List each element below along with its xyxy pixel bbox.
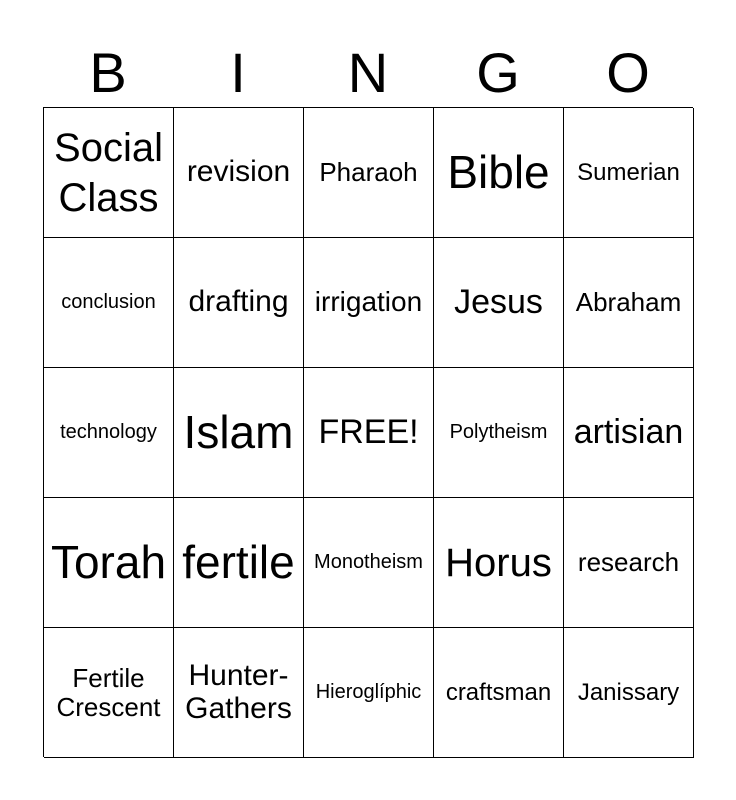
bingo-cell[interactable]: Social Class xyxy=(44,108,174,238)
bingo-cell[interactable]: Abraham xyxy=(564,238,694,368)
bingo-card-grid xyxy=(43,107,693,757)
bingo-cell[interactable]: fertile xyxy=(174,498,304,628)
bingo-cell[interactable]: revision xyxy=(174,108,304,238)
bingo-cell[interactable]: Torah xyxy=(44,498,174,628)
bingo-cell[interactable]: irrigation xyxy=(304,238,434,368)
bingo-cell[interactable]: Fertile Crescent xyxy=(44,628,174,758)
bingo-cell[interactable]: conclusion xyxy=(44,238,174,368)
bingo-cell[interactable]: FREE! xyxy=(304,368,434,498)
bingo-cell[interactable]: Jesus xyxy=(434,238,564,368)
bingo-cell[interactable]: Bible xyxy=(434,108,564,238)
bingo-cell[interactable]: Sumerian xyxy=(564,108,694,238)
bingo-cell[interactable]: Hunter- Gathers xyxy=(174,628,304,758)
bingo-cell[interactable]: Janissary xyxy=(564,628,694,758)
header-letter-n: N xyxy=(347,41,389,104)
bingo-header xyxy=(43,38,693,108)
header-letter-o: O xyxy=(606,41,650,104)
bingo-cell[interactable]: technology xyxy=(44,368,174,498)
bingo-cell[interactable]: artisian xyxy=(564,368,694,498)
bingo-cell[interactable]: research xyxy=(564,498,694,628)
bingo-cell[interactable]: Horus xyxy=(434,498,564,628)
bingo-cell[interactable]: Polytheism xyxy=(434,368,564,498)
header-letter-i: I xyxy=(230,41,246,104)
bingo-cell[interactable]: Pharaoh xyxy=(304,108,434,238)
bingo-cell[interactable]: craftsman xyxy=(434,628,564,758)
bingo-cell[interactable]: Islam xyxy=(174,368,304,498)
header-letter-g: G xyxy=(476,41,520,104)
bingo-cell[interactable]: Hieroglíphic xyxy=(304,628,434,758)
bingo-cell[interactable]: Monotheism xyxy=(304,498,434,628)
header-letter-b: B xyxy=(89,41,127,104)
bingo-cell[interactable]: drafting xyxy=(174,238,304,368)
